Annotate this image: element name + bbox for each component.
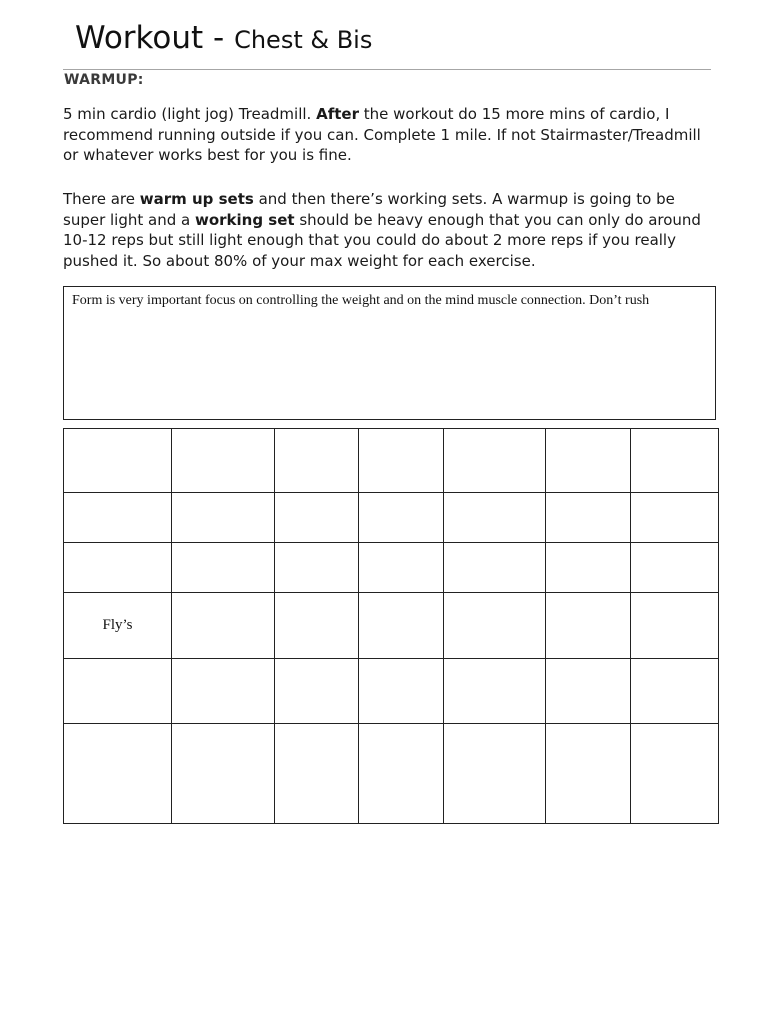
table-cell <box>64 724 172 824</box>
table-cell <box>631 429 719 493</box>
table-cell <box>64 493 172 543</box>
header-rule <box>63 69 711 70</box>
title-main: Workout <box>75 20 204 56</box>
table-cell <box>172 659 275 724</box>
table-cell <box>64 543 172 593</box>
warmup-bold-after: After <box>316 105 359 123</box>
table-cell <box>275 593 359 659</box>
table-cell <box>172 593 275 659</box>
title-separator: - <box>203 20 235 56</box>
table-cell <box>275 429 359 493</box>
table-row <box>64 724 719 824</box>
table-cell <box>172 429 275 493</box>
table-cell <box>546 659 631 724</box>
table-cell <box>546 543 631 593</box>
table-cell <box>546 493 631 543</box>
table-cell <box>631 543 719 593</box>
table-cell <box>359 543 444 593</box>
table-row <box>64 659 719 724</box>
form-note-box <box>63 286 716 420</box>
table-cell <box>546 724 631 824</box>
table-cell <box>359 493 444 543</box>
table-cell <box>359 593 444 659</box>
sets-bold-warmup: warm up sets <box>139 190 254 208</box>
table-row <box>64 543 719 593</box>
sets-bold-working: working set <box>194 210 295 229</box>
form-note-text: Form is very important focus on controlling the weight and on the mind muscle connection. Don’t rush <box>72 293 650 308</box>
table-cell <box>546 593 631 659</box>
document-title <box>75 20 372 56</box>
table-cell <box>631 493 719 543</box>
title-subtitle: Chest & Bis <box>234 26 373 54</box>
table-cell <box>444 429 546 493</box>
table-cell <box>64 659 172 724</box>
table-row <box>64 429 719 493</box>
exercise-cell-flys: Fly’s <box>64 593 172 659</box>
table-cell <box>275 659 359 724</box>
table-cell <box>631 724 719 824</box>
table-cell <box>359 659 444 724</box>
table-cell <box>64 429 172 493</box>
table-cell <box>444 593 546 659</box>
table-row <box>64 593 719 659</box>
table-cell <box>444 724 546 824</box>
sets-paragraph <box>63 189 711 271</box>
table-cell <box>546 429 631 493</box>
table-cell <box>172 493 275 543</box>
warmup-heading: WARMUP: <box>64 72 144 88</box>
table-cell <box>359 429 444 493</box>
sets-text-3: should be heavy enough that you can only do around 10-12 reps but still light enough that you could do about 2 more reps if you really pushed it. So about 80% of your max weight for each exercise. <box>63 210 701 270</box>
warmup-text-2: the workout do 15 more mins of cardio, I recommend running outside if you can. Complete 1 mile. If not Stairmaster/Treadmill or whatever works best for you is fine. <box>63 105 701 164</box>
warmup-paragraph <box>63 104 711 166</box>
table-row <box>64 493 719 543</box>
workout-table <box>63 428 719 824</box>
table-cell <box>172 724 275 824</box>
table-cell <box>444 543 546 593</box>
table-cell <box>359 724 444 824</box>
table-cell <box>631 659 719 724</box>
sets-text-2: and then there’s working sets. A warmup is going to be super light and a <box>63 190 675 229</box>
table-cell <box>172 543 275 593</box>
table-cell <box>275 543 359 593</box>
table-cell <box>444 493 546 543</box>
table-cell <box>444 659 546 724</box>
table-cell <box>275 724 359 824</box>
table-cell <box>275 493 359 543</box>
sets-text-1: There are <box>63 190 140 208</box>
table-cell <box>631 593 719 659</box>
warmup-text-1: 5 min cardio (light jog) Treadmill. <box>63 105 317 123</box>
